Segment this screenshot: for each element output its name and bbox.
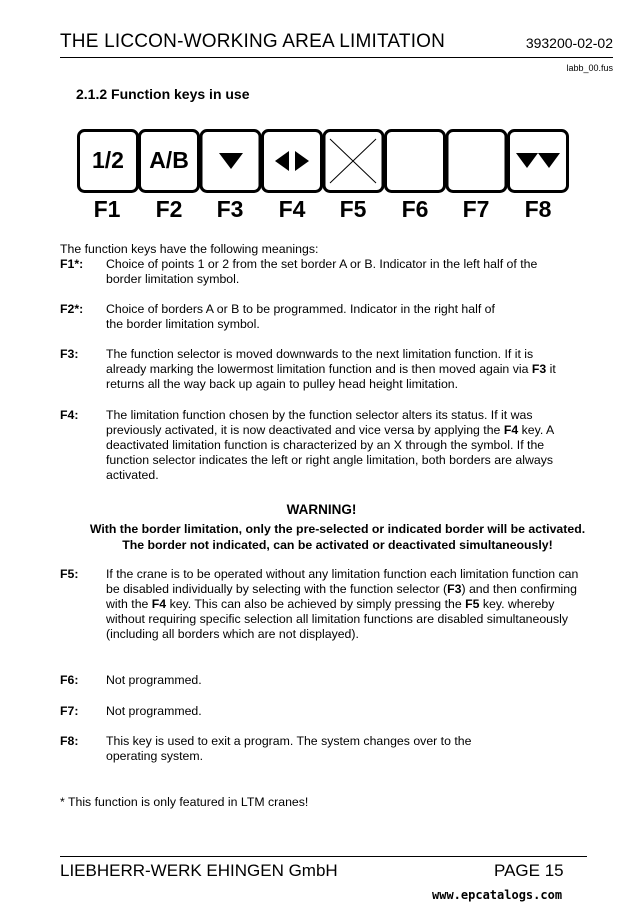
key-f8 (509, 131, 568, 192)
key-label-f5: F5 (339, 196, 367, 222)
definition-text: Not programmed. (106, 704, 202, 718)
key-label-f7: F7 (462, 196, 490, 222)
warning-text (60, 521, 615, 553)
definition-text: The function selector is moved downwards to the next limitation function. If it is already marking the lowermost limitation function and is then moved again via F3 it returns all the way back up again to pulley head height limitation. (106, 347, 556, 391)
definition-text: This key is used to exit a program. The system changes over to the operating system. (106, 734, 472, 763)
definition-key: F5: (60, 567, 79, 581)
triangle-down-icon (219, 153, 243, 169)
file-name: labb_00.fus (566, 63, 613, 73)
key-label-f6: F6 (401, 196, 429, 222)
definition-f3 (60, 347, 600, 392)
key-f1-symbol: 1/2 (92, 147, 124, 173)
company-name: LIEBHERR-WERK EHINGEN GmbH (60, 861, 338, 880)
double-triangle-down-icon (516, 153, 560, 168)
intro-text: The function keys have the following meanings: (60, 242, 319, 256)
warning-line: With the border limitation, only the pre-selected or indicated border will be activated. (89, 522, 586, 536)
definition-f5 (60, 567, 600, 642)
definition-text: Not programmed. (106, 673, 202, 687)
definition-key: F7: (60, 704, 79, 718)
key-label-f2: F2 (155, 196, 183, 222)
key-f7 (447, 131, 506, 192)
definition-key: F2*: (60, 302, 84, 316)
x-cross-icon (330, 139, 376, 183)
key-label-f8: F8 (524, 196, 552, 222)
definition-f4 (60, 408, 600, 483)
watermark: www.epcatalogs.com (432, 888, 563, 902)
page-number: PAGE 15 (494, 861, 564, 880)
key-f6 (386, 131, 445, 192)
key-f4 (263, 131, 322, 192)
key-f2-symbol: A/B (149, 147, 189, 173)
warning-line: The border not indicated, can be activated or deactivated simultaneously! (122, 538, 553, 552)
definition-text: Choice of borders A or B to be programmed. Indicator in the right half of the border limitation symbol. (106, 302, 495, 331)
footer-divider (60, 856, 587, 857)
key-label-f1: F1 (93, 196, 121, 222)
definition-f2 (60, 302, 600, 332)
definition-key: F6: (60, 673, 79, 687)
warning-title: WARNING! (286, 502, 357, 517)
section-heading: 2.1.2 Function keys in use (76, 86, 250, 102)
header-divider (60, 57, 613, 58)
definition-key: F1*: (60, 257, 84, 271)
definition-f6 (60, 673, 600, 688)
page-title: THE LICCON-WORKING AREA LIMITATION (60, 31, 446, 52)
definition-f7 (60, 704, 600, 719)
definition-text: The limitation function chosen by the function selector alters its status. If it was previously activated, it is now deactivated and vice versa by applying the F4 key. A deactivated limitation function is characterized by an X through the symbol. If the function selector indicates the left or right angle limitation, both borders are always activated. (106, 408, 554, 482)
definition-text: Choice of points 1 or 2 from the set border A or B. Indicator in the left half of the border limitation symbol. (106, 257, 538, 286)
definition-key: F3: (60, 347, 79, 361)
definition-f8 (60, 734, 600, 764)
definition-key: F8: (60, 734, 79, 748)
triangle-left-icon (275, 151, 289, 171)
definition-f1 (60, 257, 600, 287)
key-label-f3: F3 (216, 196, 244, 222)
key-label-f4: F4 (278, 196, 306, 222)
triangle-right-icon (295, 151, 309, 171)
footnote: * This function is only featured in LTM cranes! (60, 795, 309, 809)
definition-text: If the crane is to be operated without any limitation function each limitation function can be disabled individually by selecting with the function selector (F3) and then confirming with the F4 key. This can also be achieved by simply pressing the F5 key. whereby without requiring specific selection all limitation functions are disabled simultaneously (including all borders which are not displayed). (106, 567, 579, 641)
definition-key: F4: (60, 408, 79, 422)
function-keypad (77, 129, 570, 193)
document-number: 393200-02-02 (525, 35, 613, 51)
